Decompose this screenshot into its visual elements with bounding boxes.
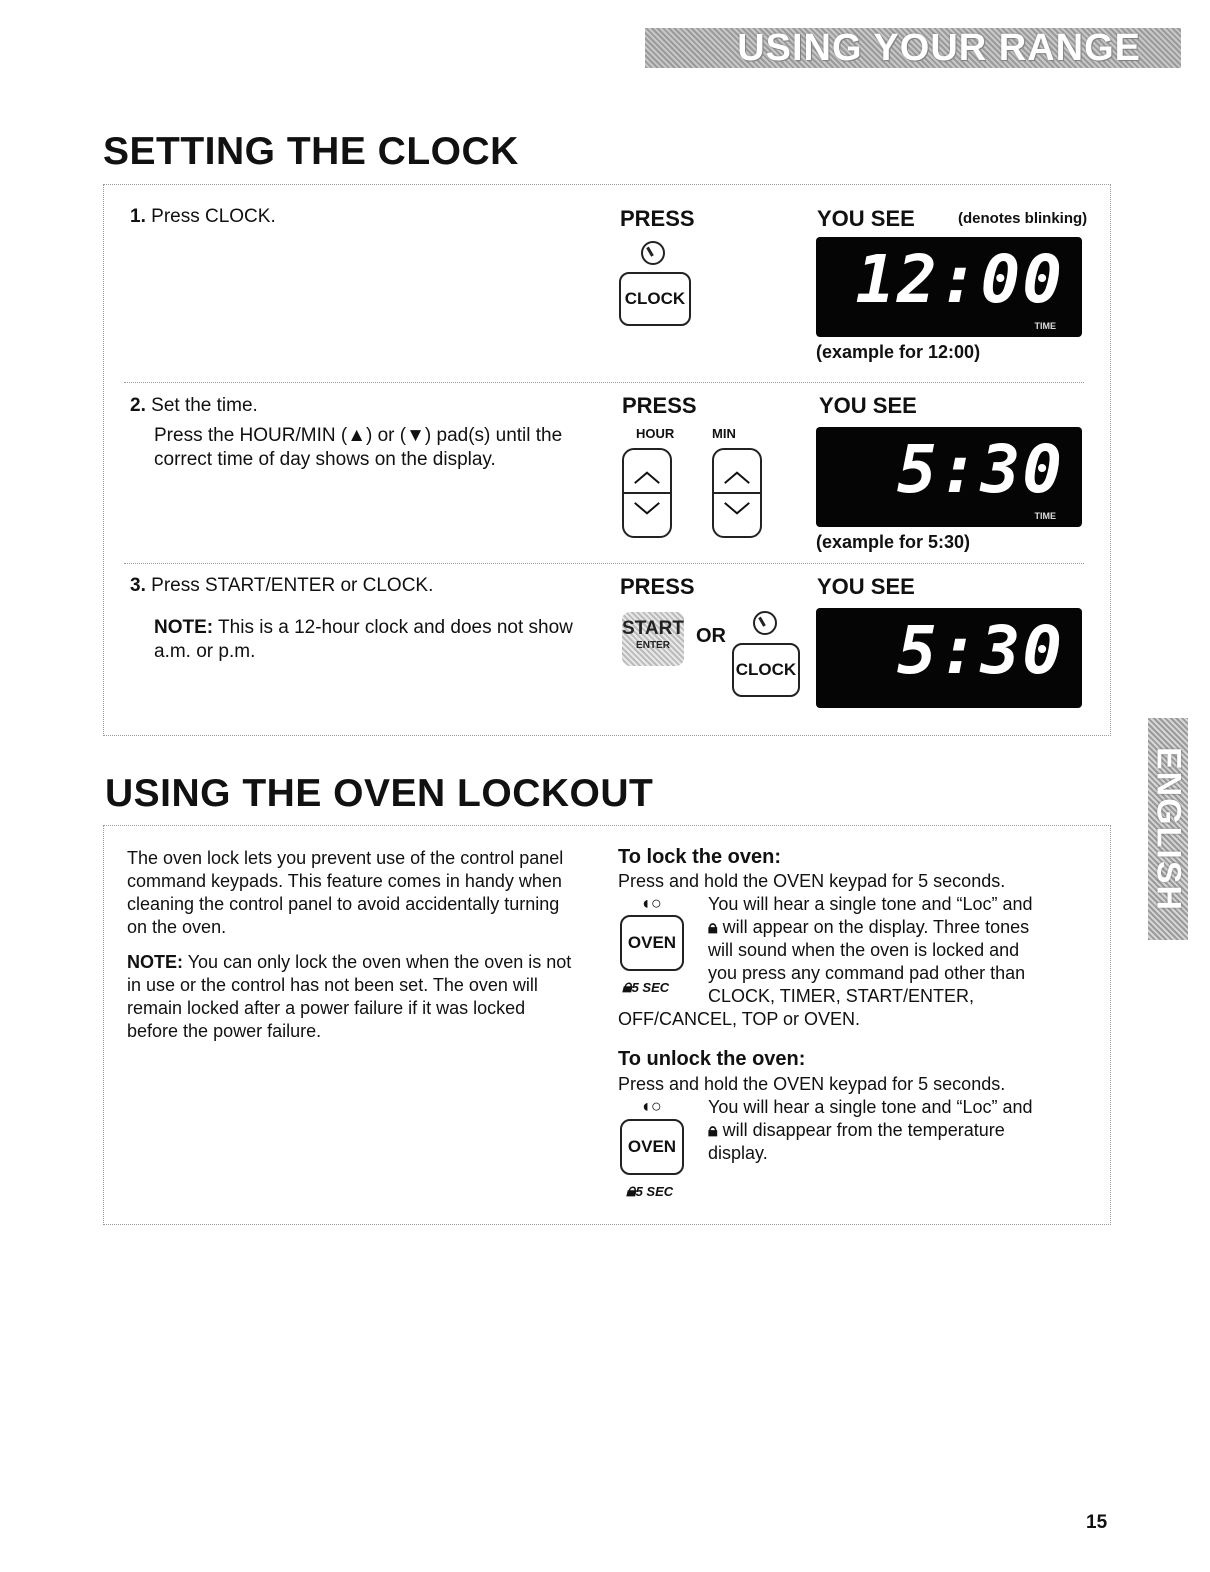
min-pad[interactable]: [712, 448, 762, 538]
unlock-hold-indicator: [626, 1180, 673, 1201]
lockout-note: [127, 951, 581, 1043]
or-label: OR: [696, 625, 726, 647]
step-3-number: 3.: [130, 575, 146, 596]
oven-pad-unlock[interactable]: OVEN: [620, 1119, 684, 1175]
start-enter-pad[interactable]: [622, 612, 684, 666]
blink-note: (denotes blinking): [958, 210, 1088, 227]
language-tab-label: ENGLISH: [1149, 746, 1188, 913]
pad-divider: [624, 492, 670, 494]
lock-instruction: Press and hold the OVEN keypad for 5 seconds.: [618, 871, 1006, 891]
step-2-detail: Press the HOUR/MIN (▲) or (▼) pad(s) until the correct time of day shows on the display.: [154, 425, 563, 470]
step-2-caption: (example for 5:30): [816, 532, 971, 552]
unlock-line-2: will disappear from the temperature: [722, 1120, 1005, 1140]
unlock-line-1: You will hear a single tone and “Loc” and: [708, 1097, 1033, 1117]
unlock-instruction: Press and hold the OVEN keypad for 5 seconds.: [618, 1074, 1006, 1094]
step-2-press-label: PRESS: [622, 393, 697, 418]
language-tab: [1148, 718, 1188, 940]
lock-hold-indicator: [622, 976, 669, 997]
step-1-press-label: PRESS: [620, 206, 695, 231]
step-1-text: Press CLOCK.: [151, 206, 276, 227]
hold-5-sec: 5 SEC: [635, 1184, 674, 1199]
step-3: [130, 574, 433, 598]
step-1-caption: (example for 12:00): [816, 342, 981, 362]
display-12-00: [816, 237, 1082, 337]
tone-icon: ◖○: [640, 1096, 662, 1116]
clock-pad[interactable]: CLOCK: [732, 643, 800, 697]
lock-line-3: will sound when the oven is locked and: [708, 940, 1020, 960]
display-time-tag: TIME: [1034, 511, 1056, 521]
lock-icon: 🔒︎: [622, 976, 632, 996]
enter-label: ENTER: [636, 640, 670, 651]
lockout-note-label: NOTE:: [127, 952, 183, 972]
unlock-heading: To unlock the oven:: [618, 1048, 806, 1070]
lockout-section-title: USING THE OVEN LOCKOUT: [105, 772, 654, 815]
unlock-line-3: display.: [708, 1143, 768, 1163]
step-2: [130, 394, 258, 418]
lock-line-1: You will hear a single tone and “Loc” and: [708, 894, 1033, 914]
hold-5-sec: 5 SEC: [631, 980, 670, 995]
start-label: START: [622, 618, 684, 639]
display-digits: 5:30: [897, 612, 1064, 689]
lock-line-5: CLOCK, TIMER, START/ENTER,: [708, 986, 975, 1006]
clock-icon: [753, 611, 777, 635]
divider: [124, 563, 1084, 564]
display-digits: 12:00: [855, 241, 1064, 318]
display-time-tag: TIME: [1034, 321, 1056, 331]
step-3-text: Press START/ENTER or CLOCK.: [151, 575, 434, 596]
step-2-number: 2.: [130, 395, 146, 416]
hour-down-icon[interactable]: ﹀: [633, 501, 660, 531]
pad-divider: [714, 492, 760, 494]
display-5-30-blinking: [816, 427, 1082, 527]
page-number: 15: [1086, 1512, 1108, 1533]
hour-label: HOUR: [636, 426, 675, 441]
display-digits: 5:30: [897, 431, 1064, 508]
step-1: [130, 205, 276, 229]
tone-icon: ◖○: [640, 893, 662, 913]
min-up-icon[interactable]: ︿: [723, 457, 750, 487]
step-3-you-see-label: YOU SEE: [817, 574, 915, 599]
note-text: This is a 12-hour clock and does not show a.m. or p.m.: [154, 617, 573, 662]
lock-icon: 🔒︎: [626, 1180, 636, 1200]
step-1-you-see-label: YOU SEE: [817, 206, 915, 231]
step-2-text: Set the time.: [151, 395, 258, 416]
lock-heading: To lock the oven:: [618, 846, 781, 868]
oven-pad-lock[interactable]: OVEN: [620, 915, 684, 971]
min-label: MIN: [712, 426, 736, 441]
lock-line-4: you press any command pad other than: [708, 963, 1026, 983]
lock-icon: 🔒︎: [708, 917, 718, 937]
lockout-note-text: You can only lock the oven when the oven is not in use or the control has not been set. The oven will remain locked after a power failure if it was locked before the power failure.: [127, 952, 572, 1041]
divider: [124, 382, 1084, 383]
lock-icon: 🔒︎: [708, 1120, 718, 1140]
hour-pad[interactable]: [622, 448, 672, 538]
step-1-number: 1.: [130, 206, 146, 227]
unlock-line-2-wrap: [708, 1119, 1005, 1142]
min-down-icon[interactable]: ﹀: [723, 501, 750, 531]
lock-line-2-wrap: [708, 916, 1029, 939]
hour-up-icon[interactable]: ︿: [633, 457, 660, 487]
section-banner: USING YOUR RANGE: [645, 28, 1181, 68]
lock-line-6: OFF/CANCEL, TOP or OVEN.: [618, 1009, 861, 1029]
step-3-note: [154, 616, 574, 664]
clock-icon: [641, 241, 665, 265]
step-3-press-label: PRESS: [620, 574, 695, 599]
clock-section-title: SETTING THE CLOCK: [103, 130, 519, 173]
note-label: NOTE:: [154, 617, 214, 638]
lock-line-2: will appear on the display. Three tones: [722, 917, 1030, 937]
display-5-30: [816, 608, 1082, 708]
lockout-intro: The oven lock lets you prevent use of the control panel command keypads. This feature comes in handy when cleaning the control panel to avoid accidentally turning on the oven.: [127, 848, 564, 937]
step-2-you-see-label: YOU SEE: [819, 393, 917, 418]
clock-pad[interactable]: CLOCK: [619, 272, 691, 326]
